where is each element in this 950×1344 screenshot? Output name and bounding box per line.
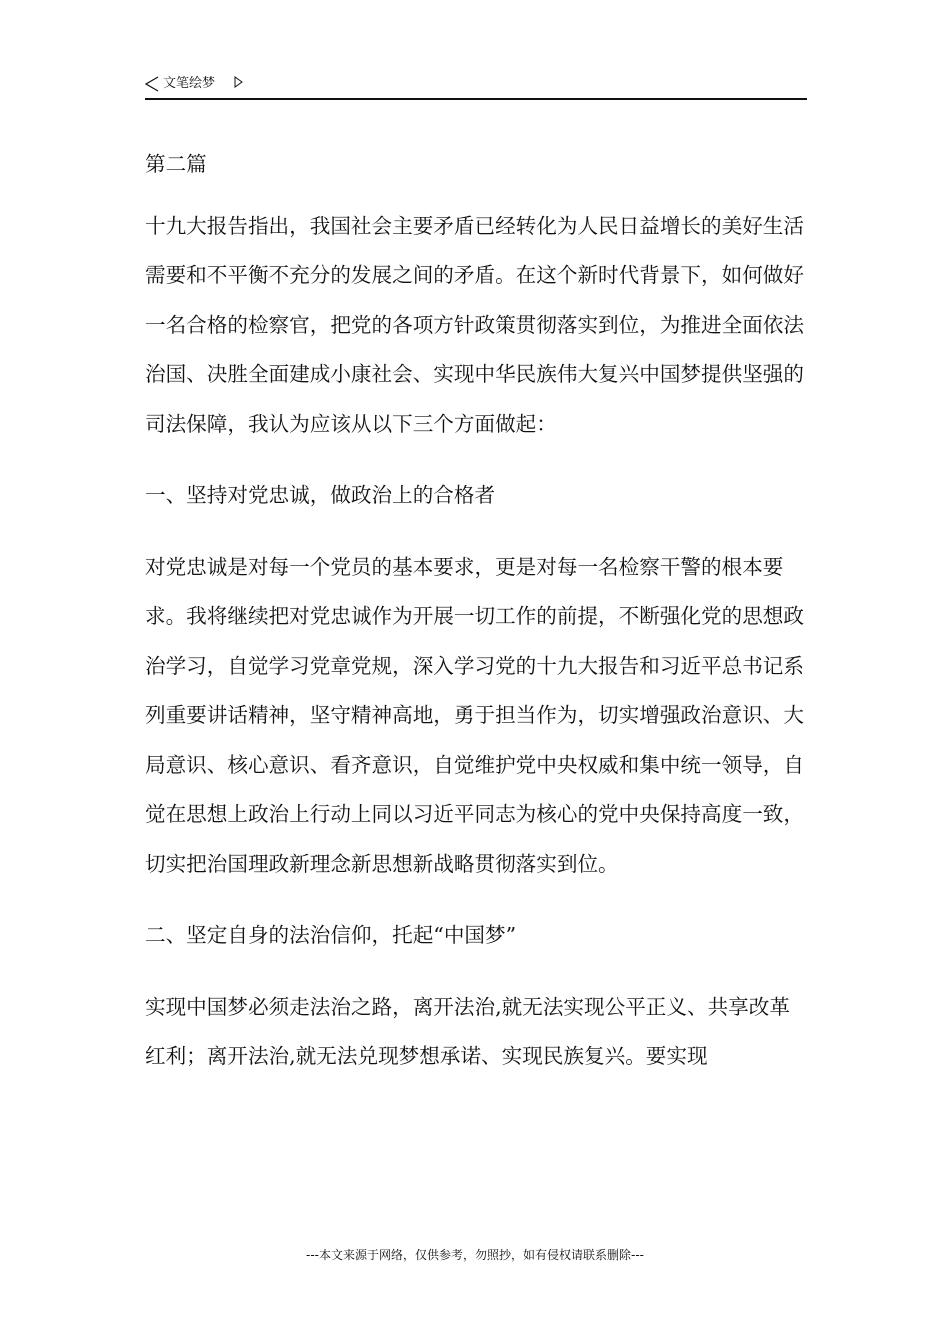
paragraph-section-1: 对党忠诚是对每一个党员的基本要求，更是对每一名检察干警的根本要求。我将继续把对党忠诚作为开展一切工作的前提，不断强化党的思想政治学习，自觉学习党章党规，深入学习党的十九大报告和习近平总书记系列重要讲话精神，坚守精神高地，勇于担当作为，切实增强政治意识、大局意识、核心意识、看齐意识，自觉维护党中央权威和集中统一领导，自觉在思想上政治上行动上同以习近平同志为核心的党中央保持高度一致，切实把治国理政新理念新思想新战略贯彻落实到位。 (145, 554, 804, 876)
footer-disclaimer: ---本文来源于网络，仅供参考，勿照抄，如有侵权请联系删除--- (306, 1248, 644, 1262)
triangle-right-icon (234, 76, 243, 88)
triangle-left-icon (145, 76, 159, 92)
section-heading-2: 二、坚定自身的法治信仰，托起“中国梦” (145, 923, 517, 947)
section-heading-1: 一、坚持对党忠诚，做政治上的合格者 (145, 483, 496, 507)
paragraph-section-2: 实现中国梦必须走法治之路，离开法治,就无法实现公平正义、共享改革红利；离开法治,就无法兑现梦想承诺、实现民族复兴。要实现 (145, 994, 790, 1068)
paragraph-intro: 十九大报告指出，我国社会主要矛盾已经转化为人民日益增长的美好生活需要和不平衡不充分的发展之间的矛盾。在这个新时代背景下，如何做好一名合格的检察官，把党的各项方针政策贯彻落实到位，为推进全面依法治国、决胜全面建成小康社会、实现中华民族伟大复兴中国梦提供坚强的司法保障，我认为应该从以下三个方面做起： (145, 213, 804, 436)
document-body (145, 140, 805, 1104)
header-brand: 文笔绘梦 (163, 76, 216, 91)
page-header (145, 72, 807, 100)
document-title: 第二篇 (145, 152, 207, 176)
